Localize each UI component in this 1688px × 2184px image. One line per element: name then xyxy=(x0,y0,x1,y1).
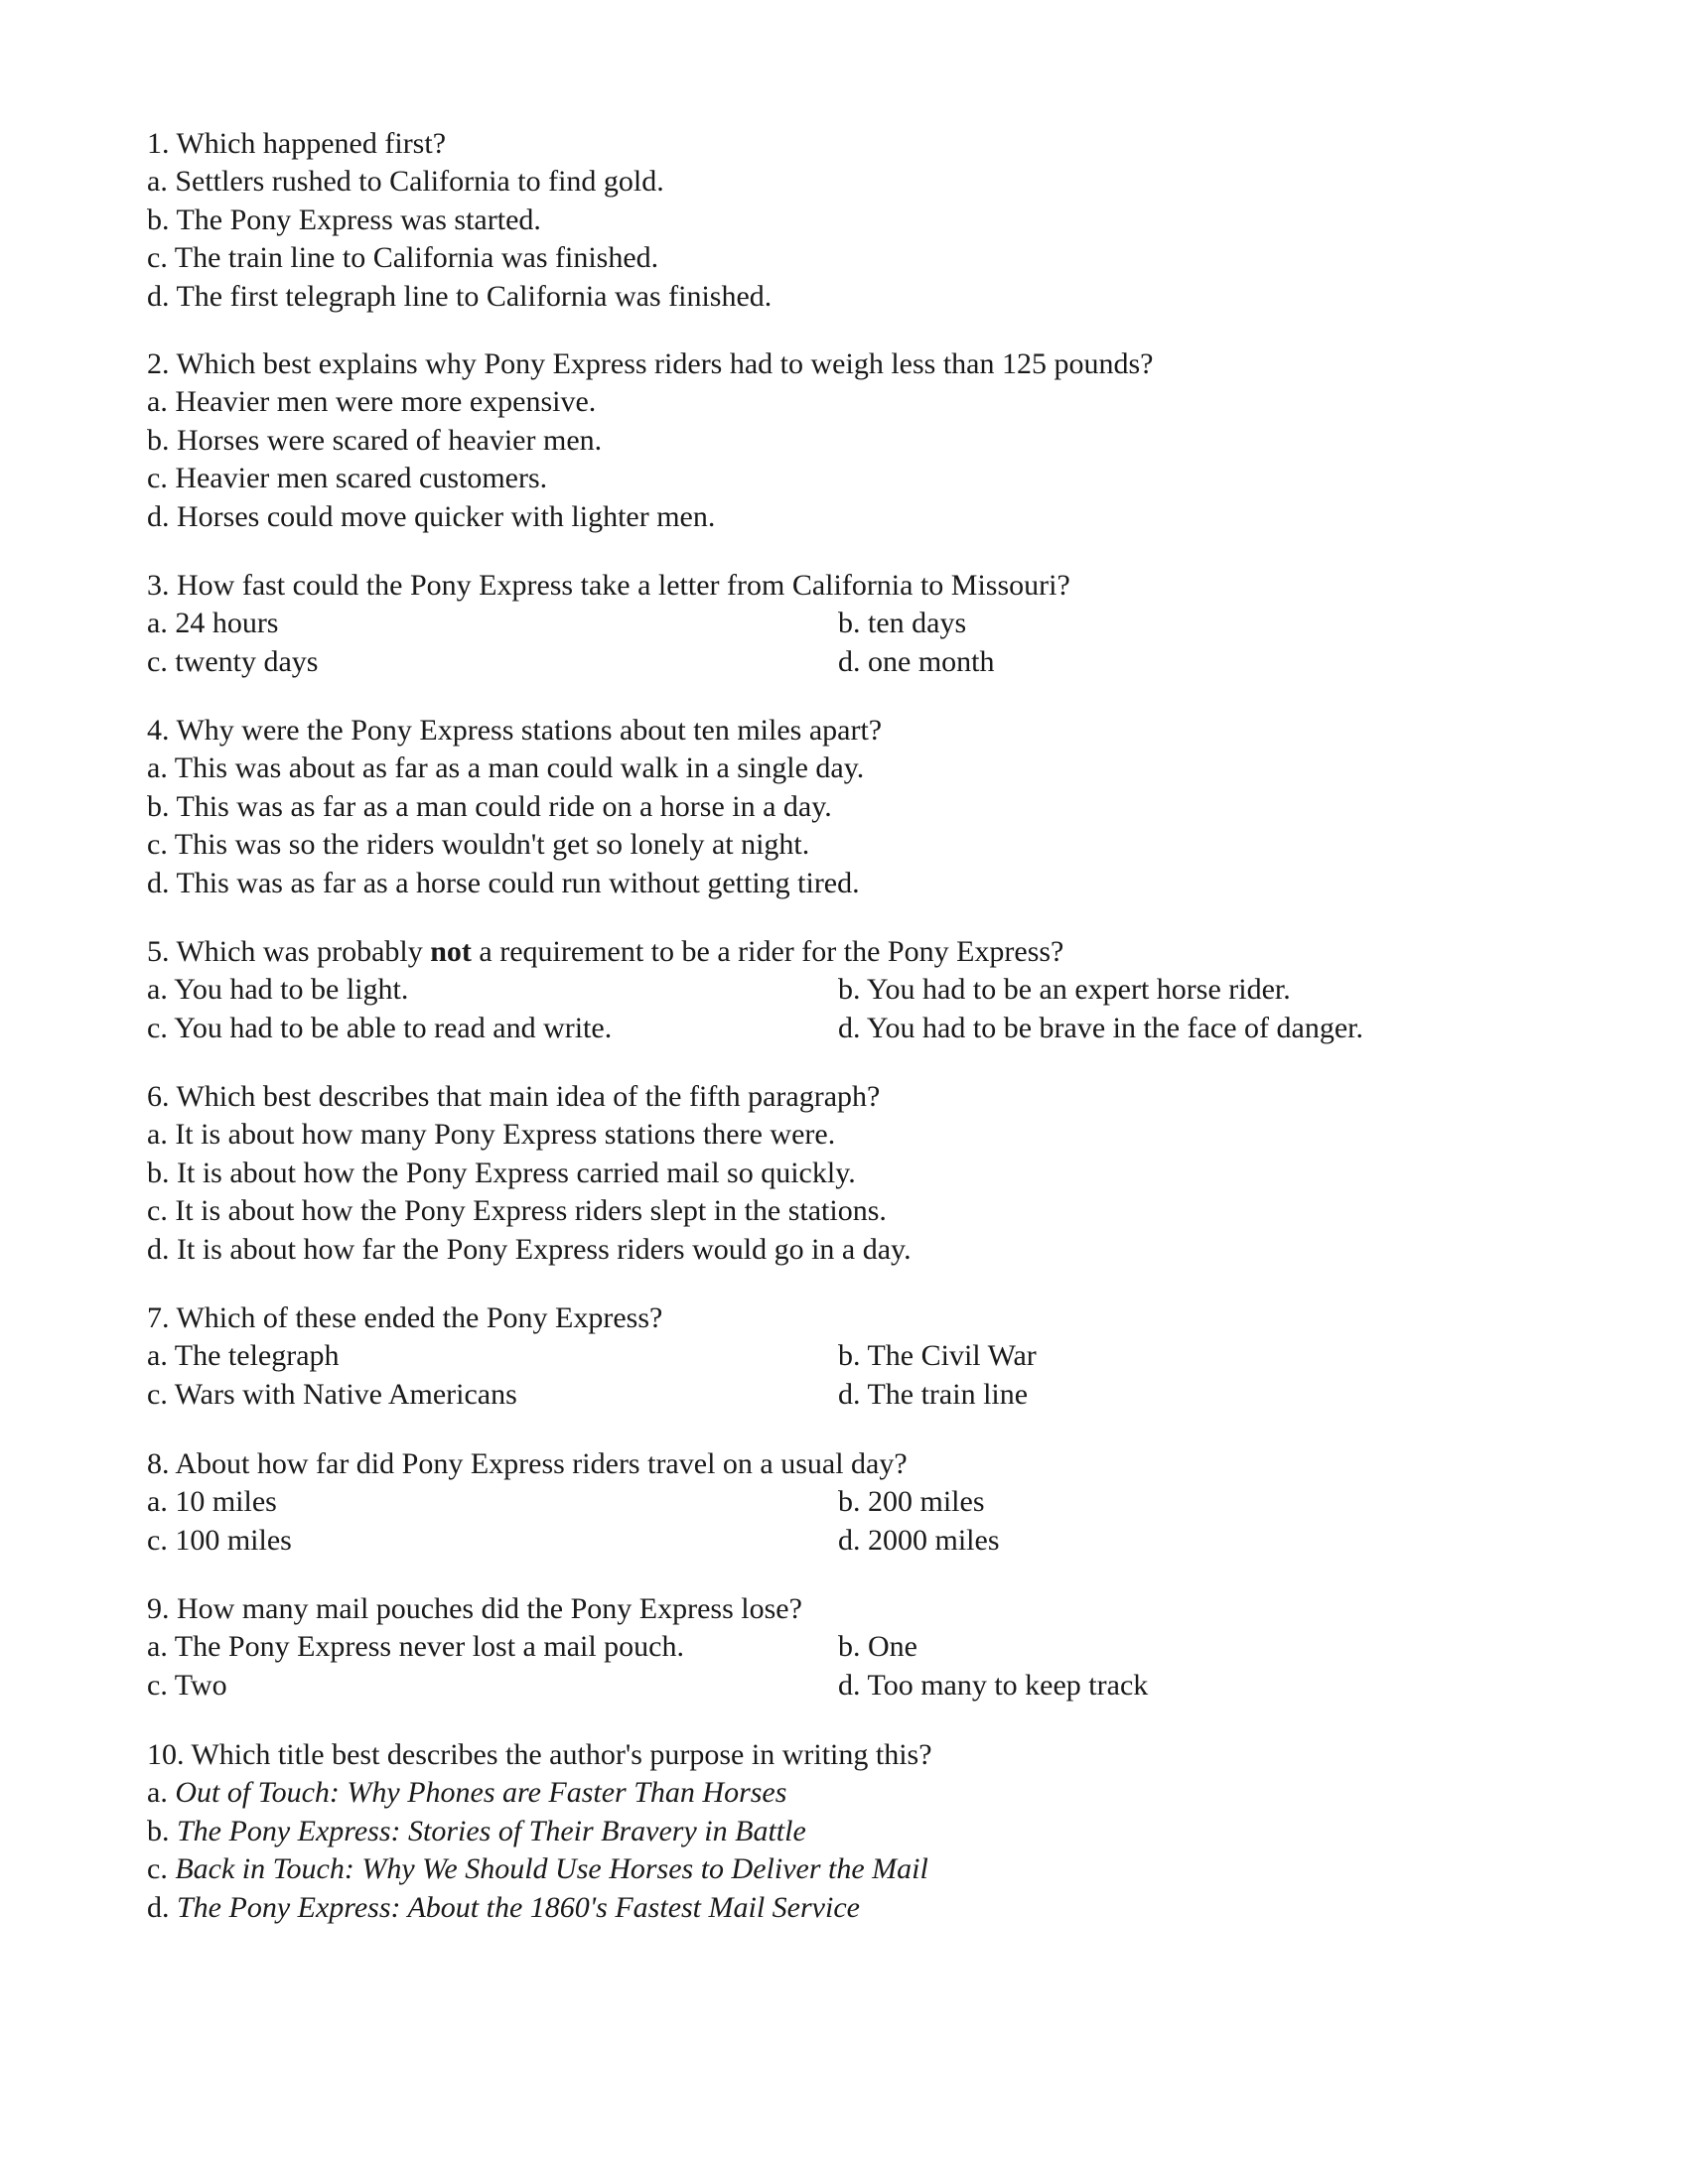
question-9 xyxy=(147,1590,1487,1705)
option-label: a. xyxy=(147,1776,176,1810)
question-stem: 10. Which title best describes the author's purpose in writing this? xyxy=(147,1738,932,1771)
answer-option-c: c. This was so the riders wouldn't get so lonely at night. xyxy=(147,828,810,862)
answer-row xyxy=(147,1522,1487,1560)
question-7 xyxy=(147,1299,1487,1414)
question-3 xyxy=(147,567,1487,681)
answer-option-d: d. This was as far as a horse could run without getting tired. xyxy=(147,866,860,899)
question-4 xyxy=(147,712,1487,902)
answer-option-a: a. Settlers rushed to California to find gold. xyxy=(147,165,664,199)
question-10 xyxy=(147,1736,1487,1927)
answer-row xyxy=(147,605,1487,642)
question-stem xyxy=(147,933,1487,971)
answer-option-a: a. This was about as far as a man could walk in a single day. xyxy=(147,751,865,785)
answer-option-b: b. This was as far as a man could ride on a horse in a day. xyxy=(147,789,832,823)
answer-option-c xyxy=(147,1850,1487,1888)
answer-option-a: a. It is about how many Pony Express stations there were. xyxy=(147,1118,836,1152)
answer-row xyxy=(147,643,1487,681)
answer-option-c: c. twenty days xyxy=(147,644,319,678)
answer-option-c: c. The train line to California was finished. xyxy=(147,241,659,275)
answer-row xyxy=(147,1376,1487,1414)
answer-option-a: a. You had to be light. xyxy=(147,973,409,1007)
answer-option-b: b. ten days xyxy=(838,607,967,640)
answer-option-d xyxy=(147,1889,1487,1927)
question-stem: 9. How many mail pouches did the Pony Express lose? xyxy=(147,1592,802,1625)
option-label: b. xyxy=(147,1814,177,1847)
question-stem: 4. Why were the Pony Express stations about ten miles apart? xyxy=(147,714,883,747)
question-stem: 3. How fast could the Pony Express take a letter from California to Missouri? xyxy=(147,569,1070,602)
answer-option-d: d. You had to be brave in the face of danger. xyxy=(838,1011,1364,1044)
question-stem: 1. Which happened first? xyxy=(147,127,447,160)
answer-option-a: a. The Pony Express never lost a mail pouch. xyxy=(147,1630,684,1664)
option-title: The Pony Express: Stories of Their Bravery in Battle xyxy=(177,1814,806,1847)
answer-option-b: b. The Pony Express was started. xyxy=(147,203,541,236)
question-1 xyxy=(147,125,1487,316)
answer-row xyxy=(147,1667,1487,1705)
answer-option-b: b. The Civil War xyxy=(838,1339,1037,1373)
answer-option-d: d. 2000 miles xyxy=(838,1523,1000,1557)
answer-option-a: a. 10 miles xyxy=(147,1485,277,1519)
question-5 xyxy=(147,933,1487,1047)
answer-option-a: a. Heavier men were more expensive. xyxy=(147,385,597,419)
question-stem-start: 5. Which was probably xyxy=(147,935,431,968)
answer-row xyxy=(147,1483,1487,1521)
answer-option-c: c. It is about how the Pony Express riders slept in the stations. xyxy=(147,1194,887,1228)
answer-option-d: d. The first telegraph line to California was finished. xyxy=(147,279,773,313)
answer-option-a: a. The telegraph xyxy=(147,1339,340,1373)
answer-option-a xyxy=(147,1774,1487,1812)
emphasis-not: not xyxy=(430,935,472,968)
answer-option-b: b. You had to be an expert horse rider. xyxy=(838,973,1291,1007)
question-stem: 7. Which of these ended the Pony Express? xyxy=(147,1301,663,1334)
answer-option-c: c. Wars with Native Americans xyxy=(147,1377,517,1411)
answer-option-d: d. The train line xyxy=(838,1377,1029,1411)
option-title: Out of Touch: Why Phones are Faster Than Horses xyxy=(175,1776,787,1810)
option-title: Back in Touch: Why We Should Use Horses to Deliver the Mail xyxy=(175,1852,928,1886)
option-title: The Pony Express: About the 1860's Fastest Mail Service xyxy=(177,1890,860,1924)
answer-option-c: c. You had to be able to read and write. xyxy=(147,1011,613,1044)
answer-option-c: c. 100 miles xyxy=(147,1523,292,1557)
question-8 xyxy=(147,1445,1487,1560)
answer-row xyxy=(147,1010,1487,1047)
question-2 xyxy=(147,345,1487,536)
answer-option-b: b. One xyxy=(838,1630,917,1664)
question-stem: 2. Which best explains why Pony Express riders had to weigh less than 125 pounds? xyxy=(147,347,1154,380)
question-stem: 6. Which best describes that main idea of the fifth paragraph? xyxy=(147,1080,881,1113)
answer-row xyxy=(147,1337,1487,1375)
answer-option-c: c. Heavier men scared customers. xyxy=(147,462,548,495)
answer-option-c: c. Two xyxy=(147,1668,227,1702)
answer-option-a: a. 24 hours xyxy=(147,607,279,640)
question-6 xyxy=(147,1078,1487,1269)
answer-option-b: b. 200 miles xyxy=(838,1485,985,1519)
option-label: c. xyxy=(147,1852,176,1886)
answer-row xyxy=(147,971,1487,1009)
question-stem-end: a requirement to be a rider for the Pony Express? xyxy=(471,935,1064,968)
answer-option-b xyxy=(147,1813,1487,1850)
answer-option-b: b. Horses were scared of heavier men. xyxy=(147,423,603,457)
question-stem: 8. About how far did Pony Express riders travel on a usual day? xyxy=(147,1447,908,1480)
answer-option-d: d. Too many to keep track xyxy=(838,1668,1149,1702)
answer-row xyxy=(147,1628,1487,1666)
answer-option-d: d. one month xyxy=(838,644,995,678)
answer-option-b: b. It is about how the Pony Express carried mail so quickly. xyxy=(147,1156,856,1189)
answer-option-d: d. It is about how far the Pony Express riders would go in a day. xyxy=(147,1232,912,1266)
answer-option-d: d. Horses could move quicker with lighter men. xyxy=(147,499,716,533)
option-label: d. xyxy=(147,1890,177,1924)
